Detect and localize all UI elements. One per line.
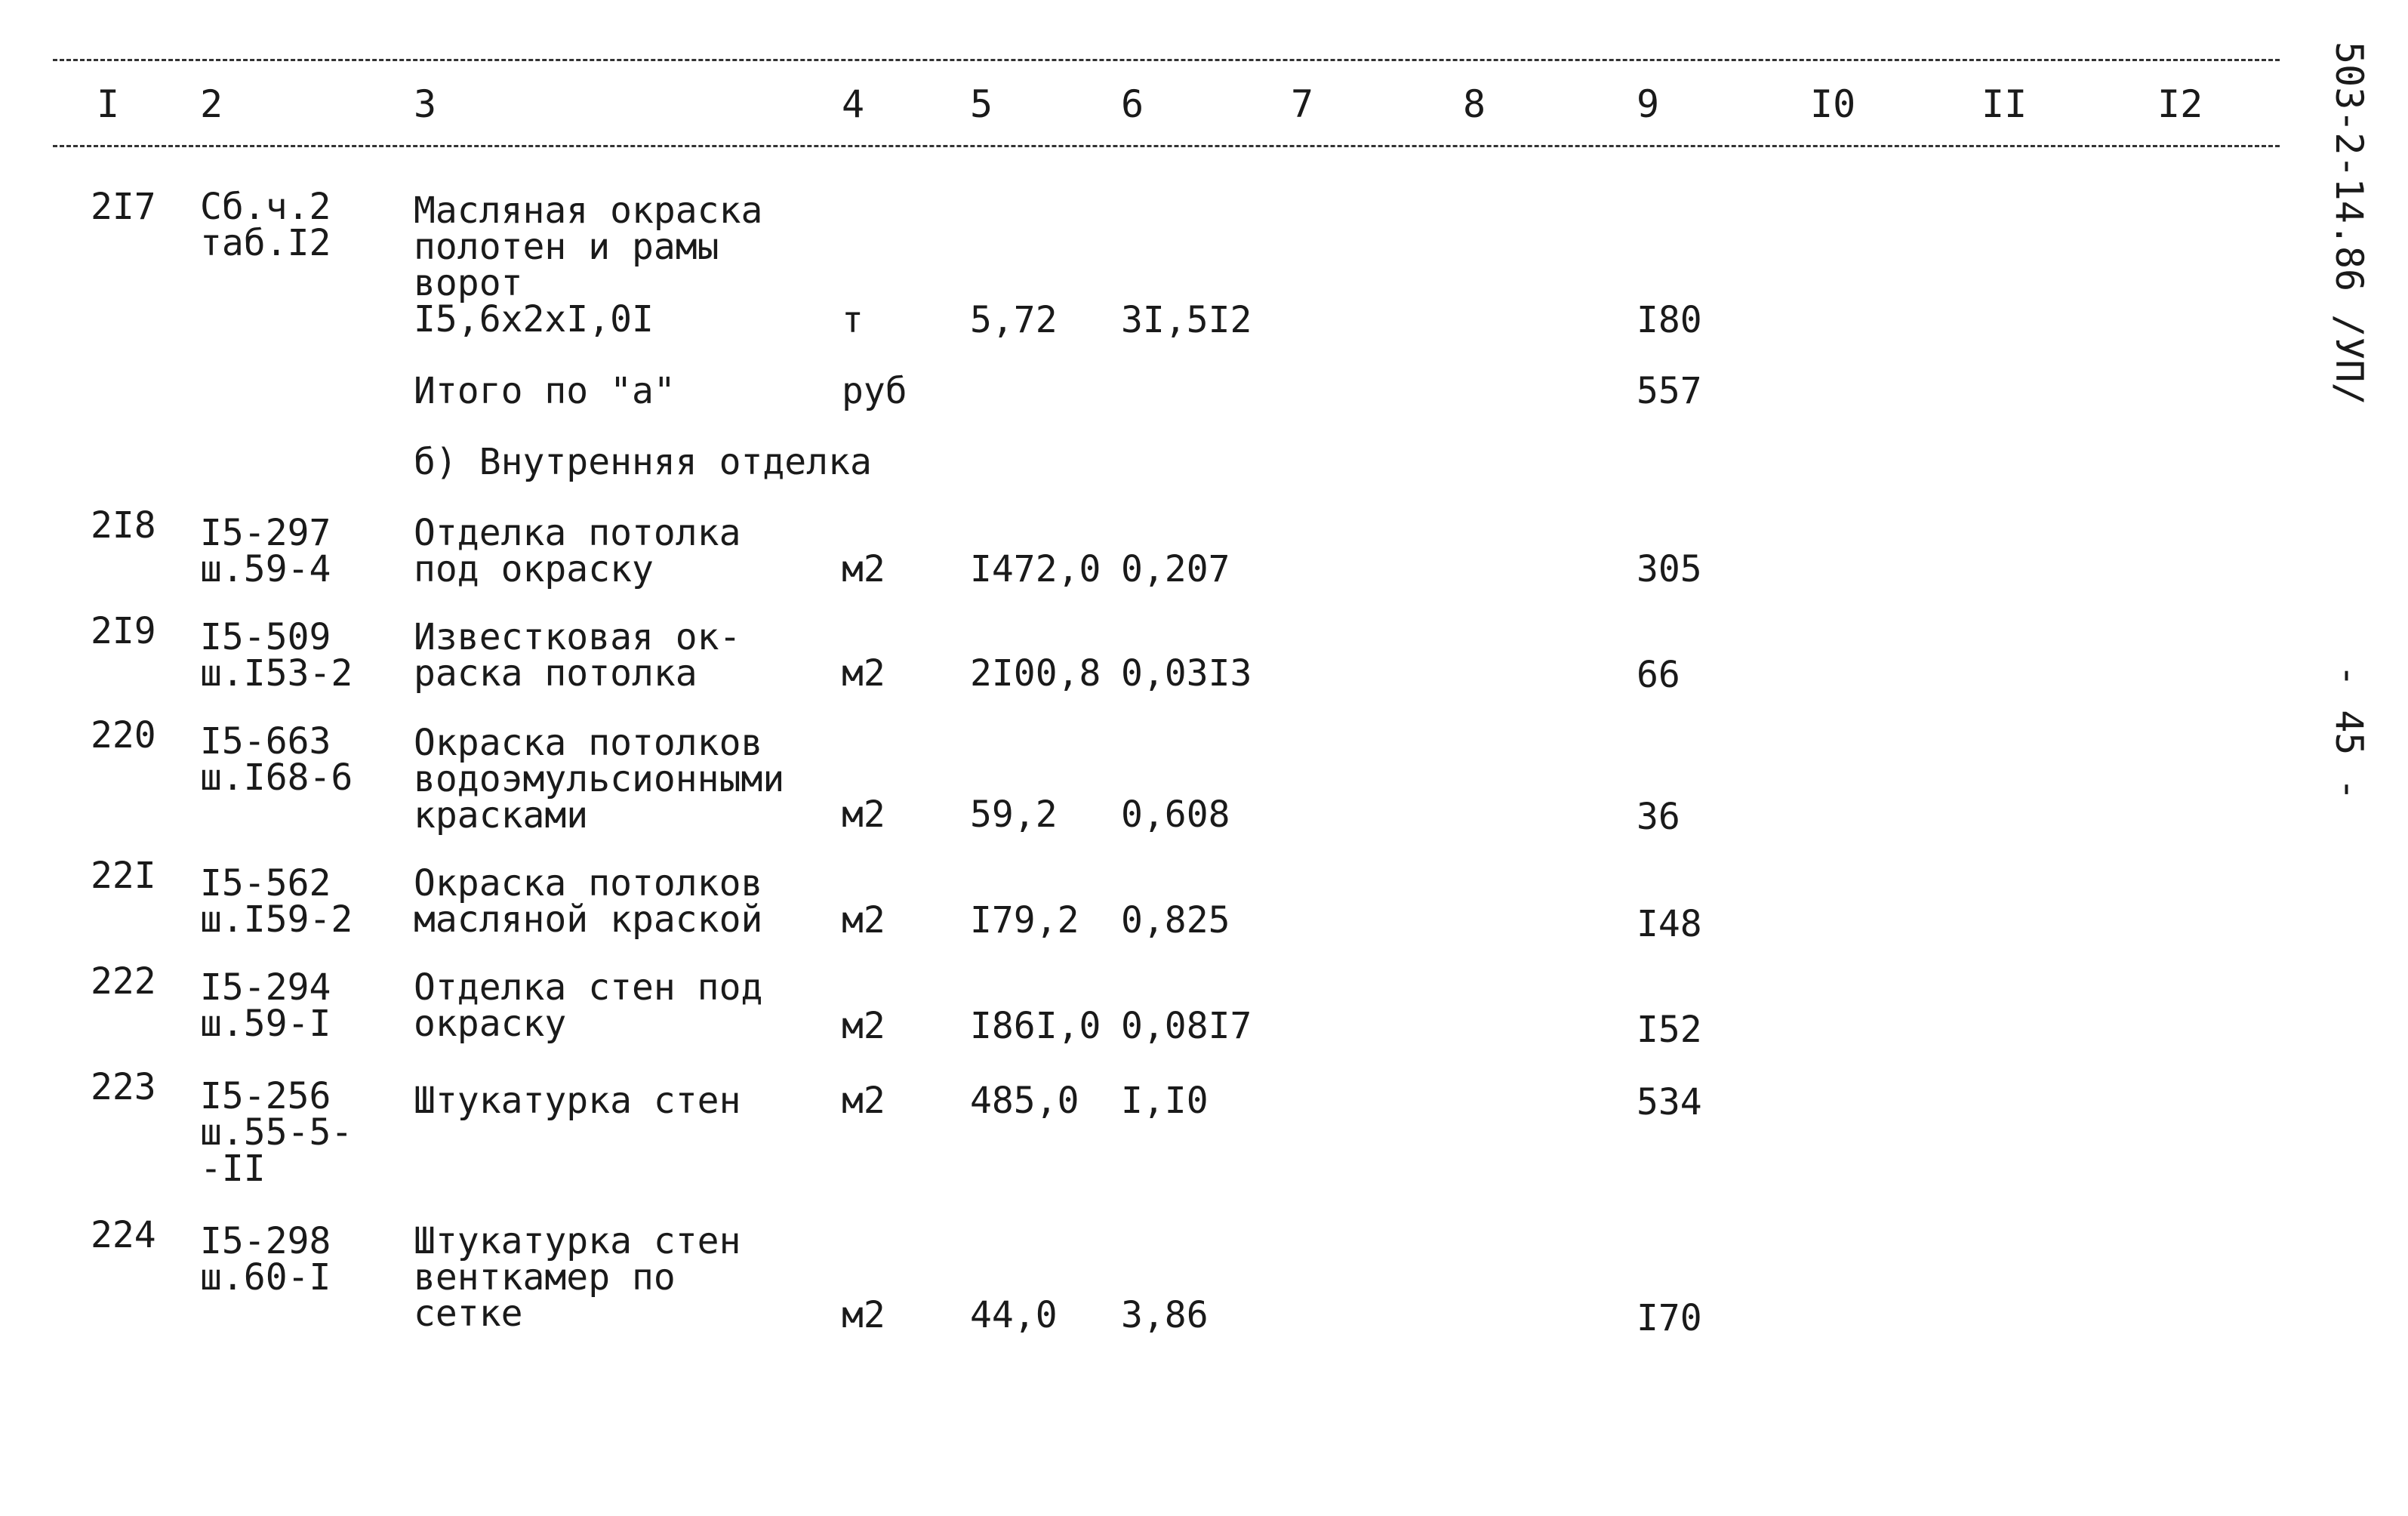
row-code: I5-509 ш.I53-2 [200, 616, 353, 695]
header-bottom-rule [53, 145, 2280, 147]
row-total: 534 [1637, 1081, 1702, 1123]
row-unit-price: I,I0 [1121, 1080, 1209, 1122]
row-total: I48 [1637, 903, 1702, 945]
col-header-2: 2 [200, 82, 223, 126]
row-total: I52 [1637, 1009, 1702, 1051]
row-code: I5-297 ш.59-4 [200, 512, 331, 590]
row-unit-price: 3I,5I2 [1121, 299, 1252, 341]
row-unit: м2 [842, 652, 885, 695]
row-description: Штукатурка стен венткамер по сетке [414, 1220, 741, 1335]
row-unit: м2 [842, 793, 885, 836]
row-unit: м2 [842, 1080, 885, 1122]
row-quantity: I86I,0 [970, 1005, 1101, 1047]
row-description: Штукатурка стен [414, 1080, 741, 1122]
row-unit-price: 0,608 [1121, 793, 1230, 836]
header-top-rule [53, 59, 2280, 61]
row-unit: т [842, 299, 864, 341]
row-unit: м2 [842, 899, 885, 941]
page-number: - 45 - [2327, 664, 2371, 801]
row-number: 223 [91, 1066, 156, 1108]
document-code: 503-2-14.86 /УП/ [2327, 42, 2371, 405]
row-quantity: I79,2 [970, 899, 1079, 941]
col-header-3: 3 [414, 82, 437, 126]
row-unit-price: 0,03I3 [1121, 652, 1252, 695]
row-quantity: 485,0 [970, 1080, 1079, 1122]
row-total: 36 [1637, 796, 1680, 838]
row-number: 2I7 [91, 186, 156, 228]
col-header-9: 9 [1637, 82, 1660, 126]
row-unit: м2 [842, 1294, 885, 1336]
row-total: 305 [1637, 548, 1702, 590]
row-unit-price: 0,825 [1121, 899, 1230, 941]
row-total: I70 [1637, 1297, 1702, 1339]
row-quantity: 59,2 [970, 793, 1058, 836]
row-total: I80 [1637, 299, 1702, 341]
col-header-1: I [97, 82, 120, 126]
section-heading: б) Внутренняя отделка [414, 441, 872, 483]
row-number: 2I8 [91, 504, 156, 547]
row-quantity: I472,0 [970, 548, 1101, 590]
row-unit-price: 0,207 [1121, 548, 1230, 590]
row-number: 2I9 [91, 610, 156, 652]
row-number: 220 [91, 714, 156, 756]
row-description: Известковая ок- раска потолка [414, 616, 741, 695]
row-description: Окраска потолков водоэмульсионными красками [414, 722, 785, 837]
row-code: I5-256 ш.55-5- -II [200, 1075, 353, 1190]
row-description: Окраска потолков масляной краской [414, 862, 763, 941]
col-header-4: 4 [842, 82, 865, 126]
row-code: I5-562 ш.I59-2 [200, 862, 353, 941]
row-number: 224 [91, 1214, 156, 1256]
col-header-5: 5 [970, 82, 993, 126]
col-header-11: II [1982, 82, 2028, 126]
row-code: I5-298 ш.60-I [200, 1220, 331, 1299]
subtotal-label: Итого по "а" [414, 370, 676, 412]
row-quantity: 44,0 [970, 1294, 1058, 1336]
row-unit: м2 [842, 548, 885, 590]
row-unit-price: 3,86 [1121, 1294, 1209, 1336]
row-description: Отделка стен под окраску [414, 966, 763, 1045]
col-header-8: 8 [1463, 82, 1486, 126]
row-code: I5-663 ш.I68-6 [200, 720, 353, 799]
col-header-7: 7 [1291, 82, 1314, 126]
row-number: 22I [91, 855, 156, 897]
col-header-12: I2 [2157, 82, 2203, 126]
col-header-6: 6 [1121, 82, 1144, 126]
subtotal-total: 557 [1637, 370, 1702, 412]
row-unit-price: 0,08I7 [1121, 1005, 1252, 1047]
subtotal-unit: руб [842, 370, 907, 412]
col-header-10: I0 [1810, 82, 1856, 126]
row-code: Сб.ч.2 таб.I2 [200, 186, 331, 264]
row-description: Масляная окраска полотен и рамы ворот I5,6x2xI,0I [414, 190, 763, 340]
row-quantity: 5,72 [970, 299, 1058, 341]
row-code: I5-294 ш.59-I [200, 966, 331, 1045]
row-number: 222 [91, 960, 156, 1003]
row-unit: м2 [842, 1005, 885, 1047]
row-total: 66 [1637, 654, 1680, 696]
row-quantity: 2I00,8 [970, 652, 1101, 695]
row-description: Отделка потолка под окраску [414, 512, 741, 590]
